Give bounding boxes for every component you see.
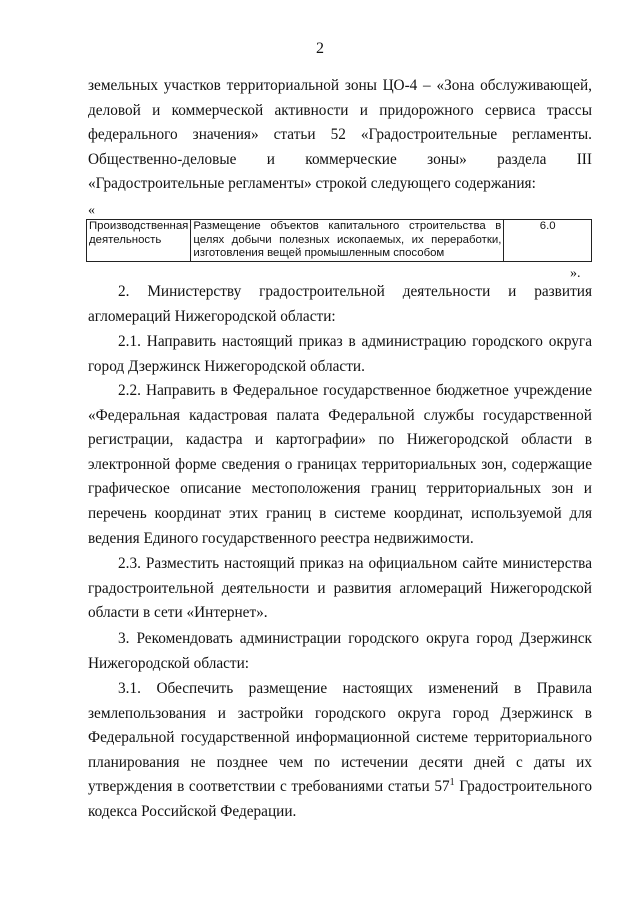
paragraph-2-1: 2.1. Направить настоящий приказ в администрацию городского округа город Дзержинск Нижегородской области. bbox=[88, 333, 592, 375]
quote-close-mark: ». bbox=[570, 266, 581, 281]
quote-open-mark: « bbox=[88, 203, 95, 218]
paragraph-3: 3. Рекомендовать администрации городского округа город Дзержинск Нижегородской области: bbox=[88, 630, 592, 672]
intro-paragraph: земельных участков территориальной зоны ЦО-4 – «Зона обслуживающей, деловой и коммерческой активности и придорожного сервиса трассы федерального значения» статьи 52 «Градостроительные регламенты. Общественно-деловые и коммерческие зоны» раздела III «Градостроительные регламенты» строкой следующего содержания: bbox=[88, 77, 592, 193]
article-superscript: 1 bbox=[449, 777, 455, 789]
regulation-table bbox=[86, 219, 592, 262]
paragraph-3-1 bbox=[88, 677, 592, 825]
table-cell-description: Размещение объектов капитального строительства в целях добычи полезных ископаемых, их переработки, изготовления вещей промышленным способом bbox=[191, 220, 504, 262]
paragraph-2-3: 2.3. Разместить настоящий приказ на официальном сайте министерства градостроительной деятельности и развития агломераций Нижегородской области в сети «Интернет». bbox=[88, 555, 592, 622]
table-cell-code: 6.0 bbox=[504, 220, 592, 262]
paragraph-3-1-text: 3.1. Обеспечить размещение настоящих изменений в Правила землепользования и застройки городского округа город Дзержинск в Федеральной государственной информационной системе территориального планирования не позднее чем по истечении десяти дней с даты их утверждения в соответствии с требованиями статьи 57 bbox=[88, 680, 592, 796]
paragraph-3-1-tail: Градостроительного кодекса Российской Федерации. bbox=[88, 778, 592, 820]
table-cell-activity: Производственная деятельность bbox=[87, 220, 191, 262]
paragraph-2-2: 2.2. Направить в Федеральное государственное бюджетное учреждение «Федеральная кадастровая палата Федеральной службы государственной регистрации, кадастра и картографии» по Нижегородской области в электронной форме сведения о границах территориальных зон, содержащие графическое описание местоположения границ территориальных зон и перечень координат этих границ в системе координат, используемой для ведения Единого государственного реестра недвижимости. bbox=[88, 382, 592, 547]
table-row bbox=[87, 220, 592, 262]
paragraph-2: 2. Министерству градостроительной деятельности и развития агломераций Нижегородской области: bbox=[88, 283, 592, 325]
page-number: 2 bbox=[316, 40, 324, 57]
